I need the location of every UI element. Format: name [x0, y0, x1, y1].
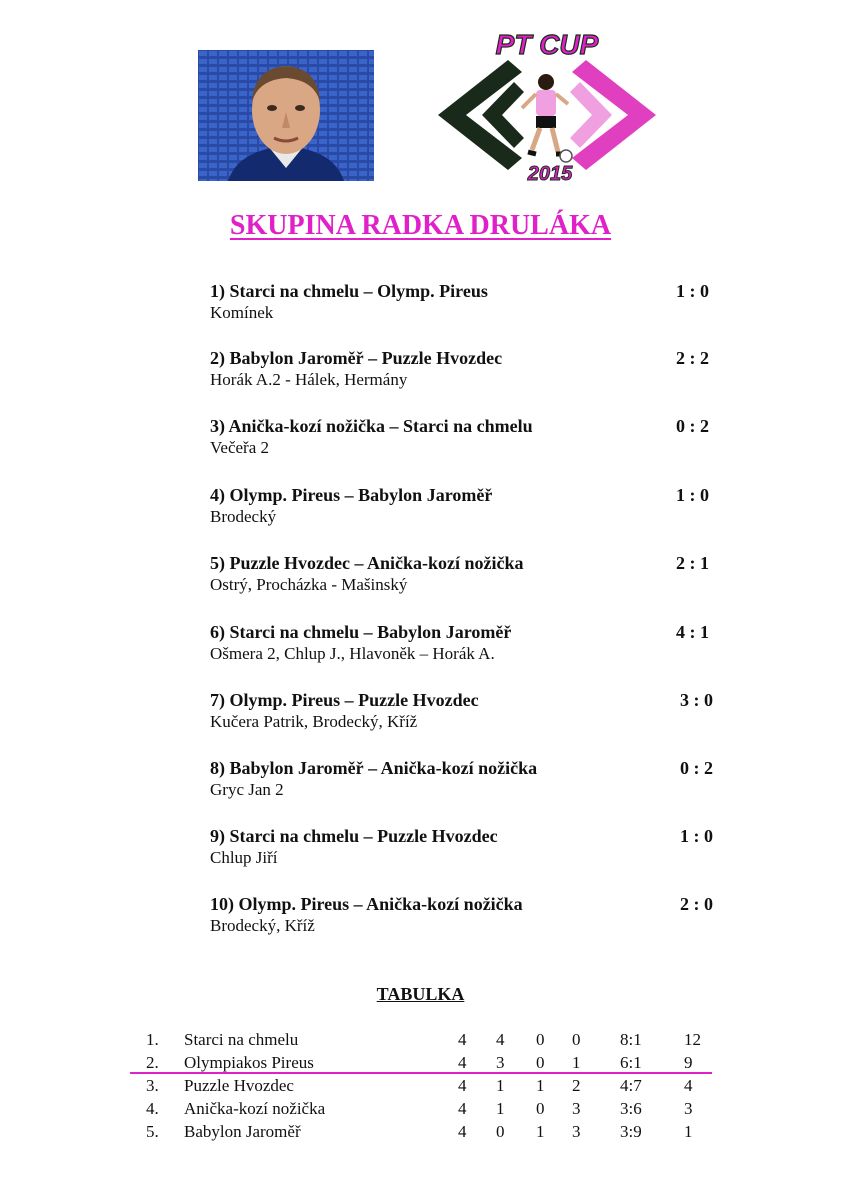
won-cell: 0 — [496, 1122, 505, 1141]
table-row — [140, 1028, 720, 1051]
team-cell: Olympiakos Pireus — [184, 1053, 314, 1072]
rank-cell: 5. — [146, 1122, 159, 1141]
score-cell: 3:9 — [620, 1122, 642, 1141]
points-cell: 3 — [684, 1099, 693, 1118]
played-cell: 4 — [458, 1076, 467, 1095]
drawn-cell: 0 — [536, 1053, 545, 1072]
drawn-cell: 1 — [536, 1122, 545, 1141]
match-teams: 2) Babylon Jaroměř – Puzzle Hvozdec — [210, 348, 503, 368]
team-cell: Puzzle Hvozdec — [184, 1076, 294, 1095]
match-score: 3 : 0 — [680, 690, 713, 710]
match-teams: 9) Starci na chmelu – Puzzle Hvozdec — [210, 826, 498, 846]
match-teams: 4) Olymp. Pireus – Babylon Jaroměř — [210, 485, 493, 505]
match-teams: 7) Olymp. Pireus – Puzzle Hvozdec — [210, 690, 479, 710]
match-teams: 8) Babylon Jaroměř – Anička-kozí nožička — [210, 758, 538, 778]
match-result — [210, 347, 730, 391]
match-scorers: Komínek — [210, 303, 274, 322]
match-teams: 10) Olymp. Pireus – Anička-kozí nožička — [210, 894, 523, 914]
standings-table — [140, 1028, 720, 1143]
match-scorers: Brodecký — [210, 507, 277, 526]
rank-cell: 1. — [146, 1030, 159, 1049]
played-cell: 4 — [458, 1053, 467, 1072]
qualification-divider — [130, 1072, 712, 1074]
match-scorers: Horák A.2 - Hálek, Hermány — [210, 370, 408, 389]
match-teams: 5) Puzzle Hvozdec – Anička-kozí nožička — [210, 553, 524, 573]
match-teams: 1) Starci na chmelu – Olymp. Pireus — [210, 281, 488, 301]
team-cell: Starci na chmelu — [184, 1030, 299, 1049]
pt-cup-logo — [418, 30, 676, 186]
rank-cell: 4. — [146, 1099, 159, 1118]
match-result — [210, 484, 730, 528]
drawn-cell: 1 — [536, 1076, 545, 1095]
match-teams: 3) Anička-kozí nožička – Starci na chmelu — [210, 416, 533, 436]
pt-cup-logo-graphic — [418, 30, 676, 186]
score-cell: 3:6 — [620, 1099, 642, 1118]
table-row — [140, 1074, 720, 1097]
points-cell: 9 — [684, 1053, 693, 1072]
match-score: 2 : 2 — [676, 348, 709, 368]
lost-cell: 0 — [572, 1030, 581, 1049]
portrait-image — [198, 50, 374, 181]
match-scorers: Chlup Jiří — [210, 848, 278, 867]
match-result — [210, 825, 730, 869]
points-cell: 1 — [684, 1122, 693, 1141]
match-scorers: Ostrý, Procházka - Mašinský — [210, 575, 408, 594]
match-scorers: Večeřa 2 — [210, 438, 269, 457]
table-row — [140, 1097, 720, 1120]
lost-cell: 1 — [572, 1053, 581, 1072]
played-cell: 4 — [458, 1122, 467, 1141]
match-result — [210, 415, 730, 459]
match-score: 0 : 2 — [676, 416, 709, 436]
match-scorers: Brodecký, Kříž — [210, 916, 315, 935]
table-row — [140, 1051, 720, 1074]
match-scorers: Kučera Patrik, Brodecký, Kříž — [210, 712, 418, 731]
rank-cell: 3. — [146, 1076, 159, 1095]
won-cell: 1 — [496, 1099, 505, 1118]
lost-cell: 3 — [572, 1099, 581, 1118]
played-cell: 4 — [458, 1030, 467, 1049]
table-row — [140, 1120, 720, 1143]
match-result — [210, 280, 730, 324]
match-scorers: Gryc Jan 2 — [210, 780, 284, 799]
match-result — [210, 757, 730, 801]
won-cell: 4 — [496, 1030, 505, 1049]
standings-title: TABULKA — [376, 984, 465, 1004]
points-cell: 12 — [684, 1030, 701, 1049]
team-cell: Anička-kozí nožička — [184, 1099, 326, 1118]
team-cell: Babylon Jaroměř — [184, 1122, 301, 1141]
rank-cell: 2. — [146, 1053, 159, 1072]
drawn-cell: 0 — [536, 1030, 545, 1049]
match-scorers: Ošmera 2, Chlup J., Hlavoněk – Horák A. — [210, 644, 495, 663]
match-score: 1 : 0 — [680, 826, 713, 846]
group-title: SKUPINA RADKA DRULÁKA — [229, 210, 612, 241]
logo-text: PT CUP — [495, 30, 599, 60]
won-cell: 1 — [496, 1076, 505, 1095]
match-score: 0 : 2 — [680, 758, 713, 778]
match-score: 1 : 0 — [676, 485, 709, 505]
logo-year: 2015 — [527, 163, 573, 185]
points-cell: 4 — [684, 1076, 693, 1095]
drawn-cell: 0 — [536, 1099, 545, 1118]
match-result — [210, 621, 730, 665]
match-result — [210, 552, 730, 596]
match-score: 2 : 1 — [676, 553, 709, 573]
score-cell: 8:1 — [620, 1030, 642, 1049]
lost-cell: 2 — [572, 1076, 581, 1095]
match-result — [210, 893, 730, 937]
match-score: 2 : 0 — [680, 894, 713, 914]
score-cell: 4:7 — [620, 1076, 642, 1095]
lost-cell: 3 — [572, 1122, 581, 1141]
won-cell: 3 — [496, 1053, 505, 1072]
match-result — [210, 689, 730, 733]
portrait-photo — [198, 50, 374, 181]
score-cell: 6:1 — [620, 1053, 642, 1072]
played-cell: 4 — [458, 1099, 467, 1118]
match-score: 4 : 1 — [676, 622, 709, 642]
match-score: 1 : 0 — [676, 281, 709, 301]
match-teams: 6) Starci na chmelu – Babylon Jaroměř — [210, 622, 512, 642]
